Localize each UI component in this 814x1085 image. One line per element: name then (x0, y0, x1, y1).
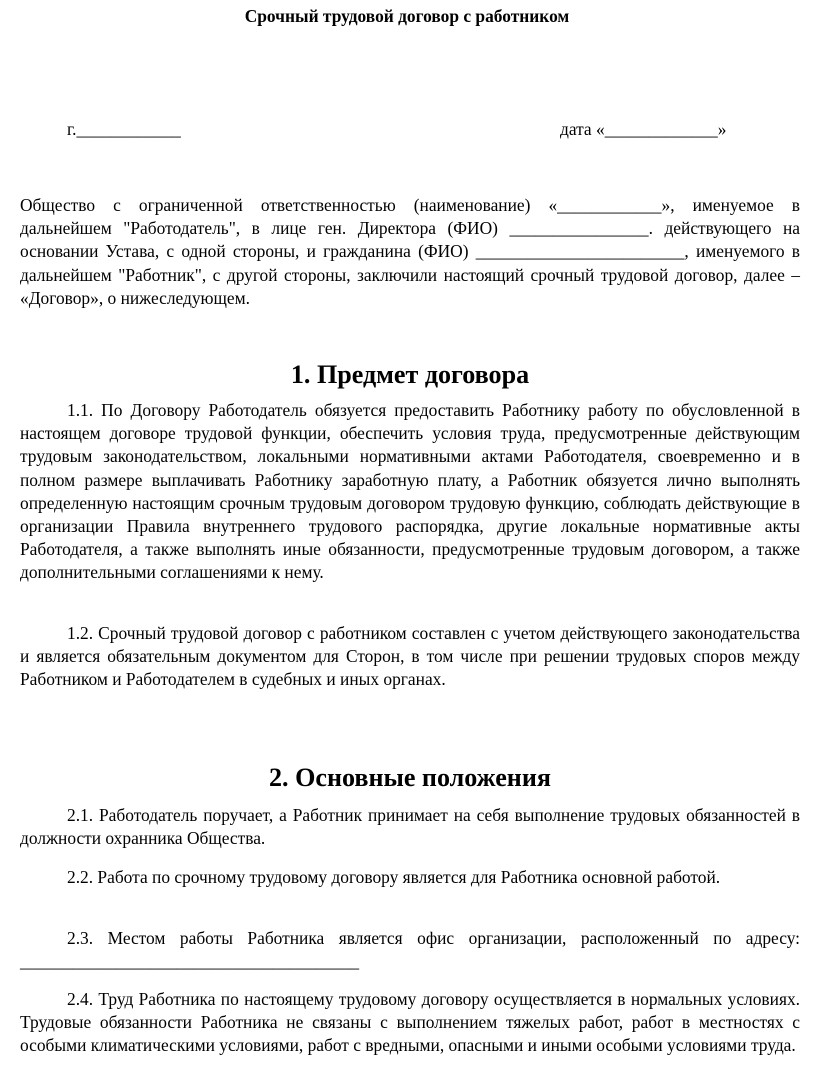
preamble-paragraph: Общество с ограниченной ответственностью (наименование) «____________», именуемое в дальнейшем "Работодатель", в лице ген. Директора (ФИО) ________________. действующего на основании Устава, с одной стороны, и гражданина (ФИО) ________________________, именуемого в дальнейшем "Работник", с другой стороны, заключили настоящий срочный трудовой договор, далее – «Договор», о нижеследующем. (20, 195, 800, 308)
clause-2-2: 2.2. Работа по срочному трудовому договору является для Работника основной работой. (67, 867, 721, 887)
clause-2-1: 2.1. Работодатель поручает, а Работник принимает на себя выполнение трудовых обязанностей в должности охранника Общества. (20, 805, 800, 849)
date-field: дата «_____________» (560, 119, 727, 139)
clause-2-3: 2.3. Местом работы Работника является офис организации, расположенный по адресу: _______________________________________ (20, 928, 800, 972)
document-title: Срочный трудовой договор с работником (244, 6, 570, 26)
clause-1-2: 1.2. Срочный трудовой договор с работником составлен с учетом действующего законодательства и является обязательным документом для Сторон, в том числе при решении трудовых споров между Работником и Работодателем в судебных и иных органах. (20, 623, 800, 690)
clause-2-4: 2.4. Труд Работника по настоящему трудовому договору осуществляется в нормальных условиях. Трудовые обязанности Работника не связаны с выполнением тяжелых работ, работ в местностях с особыми климатическими условиями, работ с вредными, опасными и иными особыми условиями труда. (20, 989, 800, 1056)
section-1-heading: 1. Предмет договора (290, 360, 530, 389)
clause-1-1: 1.1. По Договору Работодатель обязуется предоставить Работнику работу по обусловленной в настоящем договоре трудовой функции, обеспечить условия труда, предусмотренные действующим трудовым законодательством, локальными нормативными актами Работодателя, своевременно и в полном размере выплачивать Работнику заработную плату, а Работник обязуется лично выполнять определенную настоящим срочным трудовым договором трудовую функцию, соблюдать действующие в организации Правила внутреннего трудового распорядка, другие локальные нормативные акты Работодателя, а также выполнять иные обязанности, предусмотренные трудовым договором, а также дополнительными соглашениями к нему. (20, 400, 800, 583)
section-2-heading: 2. Основные положения (269, 763, 551, 792)
place-field: г.____________ (67, 119, 181, 139)
